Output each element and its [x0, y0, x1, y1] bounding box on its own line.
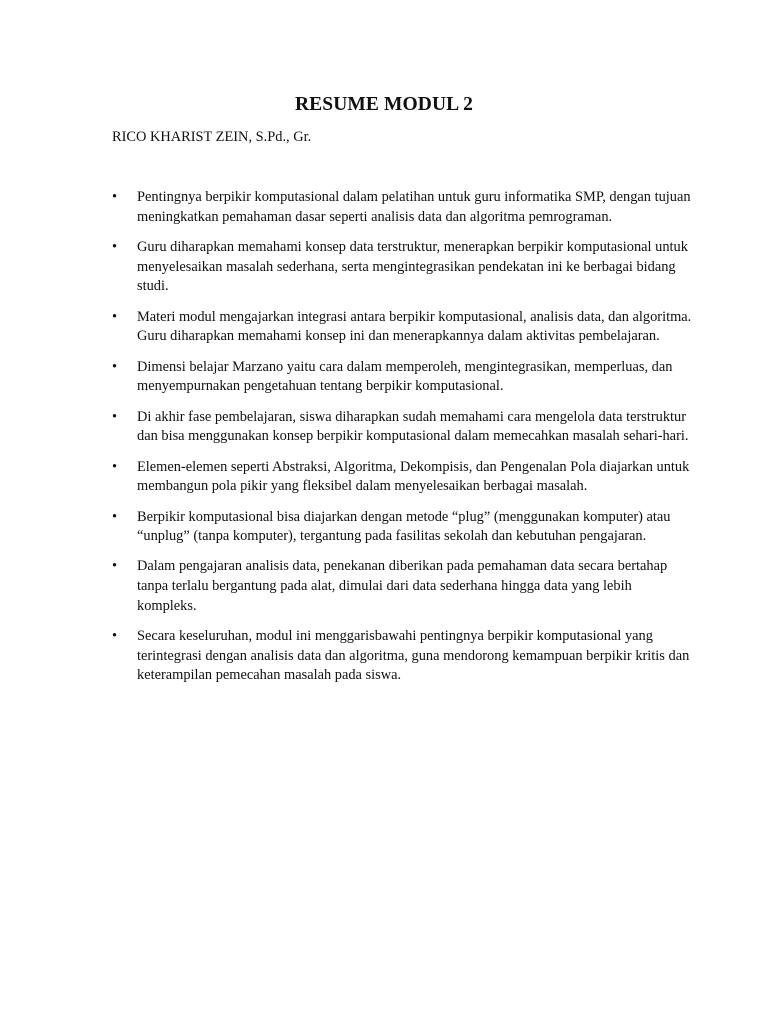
- bullet-text: Materi modul mengajarkan integrasi antara berpikir komputasional, analisis data, dan algoritma. Guru diharapkan memahami konsep ini dan menerapkannya dalam aktivitas pembelajaran.: [137, 308, 692, 345]
- bullet-text: Berpikir komputasional bisa diajarkan dengan metode “plug” (menggunakan komputer) atau “unplug” (tanpa komputer), tergantung pada fasilitas sekolah dan kebutuhan pengajaran.: [137, 508, 671, 545]
- bullet-text: Guru diharapkan memahami konsep data terstruktur, menerapkan berpikir komputasional untuk menyelesaikan masalah sederhana, serta mengintegrasikan pendekatan ini ke berbagai bidang studi.: [137, 238, 688, 295]
- bullet-text: Secara keseluruhan, modul ini menggarisbawahi pentingnya berpikir komputasional yang terintegrasi dengan analisis data dan algoritma, guna mendorong kemampuan berpikir kritis dan keterampilan pemecahan masalah pada siswa.: [137, 628, 690, 684]
- bullet-icon: •: [112, 628, 118, 645]
- list-item: [112, 238, 692, 297]
- bullet-icon: •: [112, 308, 118, 325]
- bullet-text: Dalam pengajaran analisis data, penekanan diberikan pada pemahaman data secara bertahap tanpa terlalu bergantung pada alat, dimulai dari data sederhana hingga data yang lebih kompleks.: [137, 558, 668, 614]
- bullet-icon: •: [112, 358, 118, 375]
- list-item: [112, 458, 692, 497]
- bullet-text: Dimensi belajar Marzano yaitu cara dalam memperoleh, mengintegrasikan, memperluas, dan menyempurnakan pengetahuan tentang berpikir komputasional.: [137, 358, 673, 395]
- bullet-icon: •: [112, 408, 118, 425]
- document-title: RESUME MODUL 2: [295, 94, 473, 115]
- author-line: RICO KHARIST ZEIN, S.Pd., Gr.: [112, 129, 312, 145]
- bullet-icon: •: [112, 189, 118, 205]
- bullet-text: Di akhir fase pembelajaran, siswa diharapkan sudah memahami cara mengelola data terstruktur dan bisa menggunakan konsep berpikir komputasional dalam memecahkan masalah sehari-hari.: [137, 408, 689, 445]
- list-item: [112, 627, 692, 686]
- summary-bullet-list: [112, 188, 692, 697]
- list-item: [112, 408, 692, 447]
- list-item: [112, 188, 692, 227]
- bullet-icon: •: [112, 238, 118, 255]
- bullet-text: Elemen-elemen seperti Abstraksi, Algoritma, Dekompisis, dan Pengenalan Pola diajarkan untuk membangun pola pikir yang fleksibel dalam menyelesaikan berbagai masalah.: [137, 458, 690, 495]
- list-item: [112, 308, 692, 347]
- bullet-icon: •: [112, 558, 118, 575]
- list-item: [112, 358, 692, 397]
- bullet-icon: •: [112, 458, 118, 475]
- list-item: [112, 557, 692, 616]
- list-item: [112, 508, 692, 547]
- bullet-icon: •: [112, 508, 118, 525]
- bullet-text: Pentingnya berpikir komputasional dalam pelatihan untuk guru informatika SMP, dengan tujuan meningkatkan pemahaman dasar seperti analisis data dan algoritma pemrograman.: [137, 189, 691, 225]
